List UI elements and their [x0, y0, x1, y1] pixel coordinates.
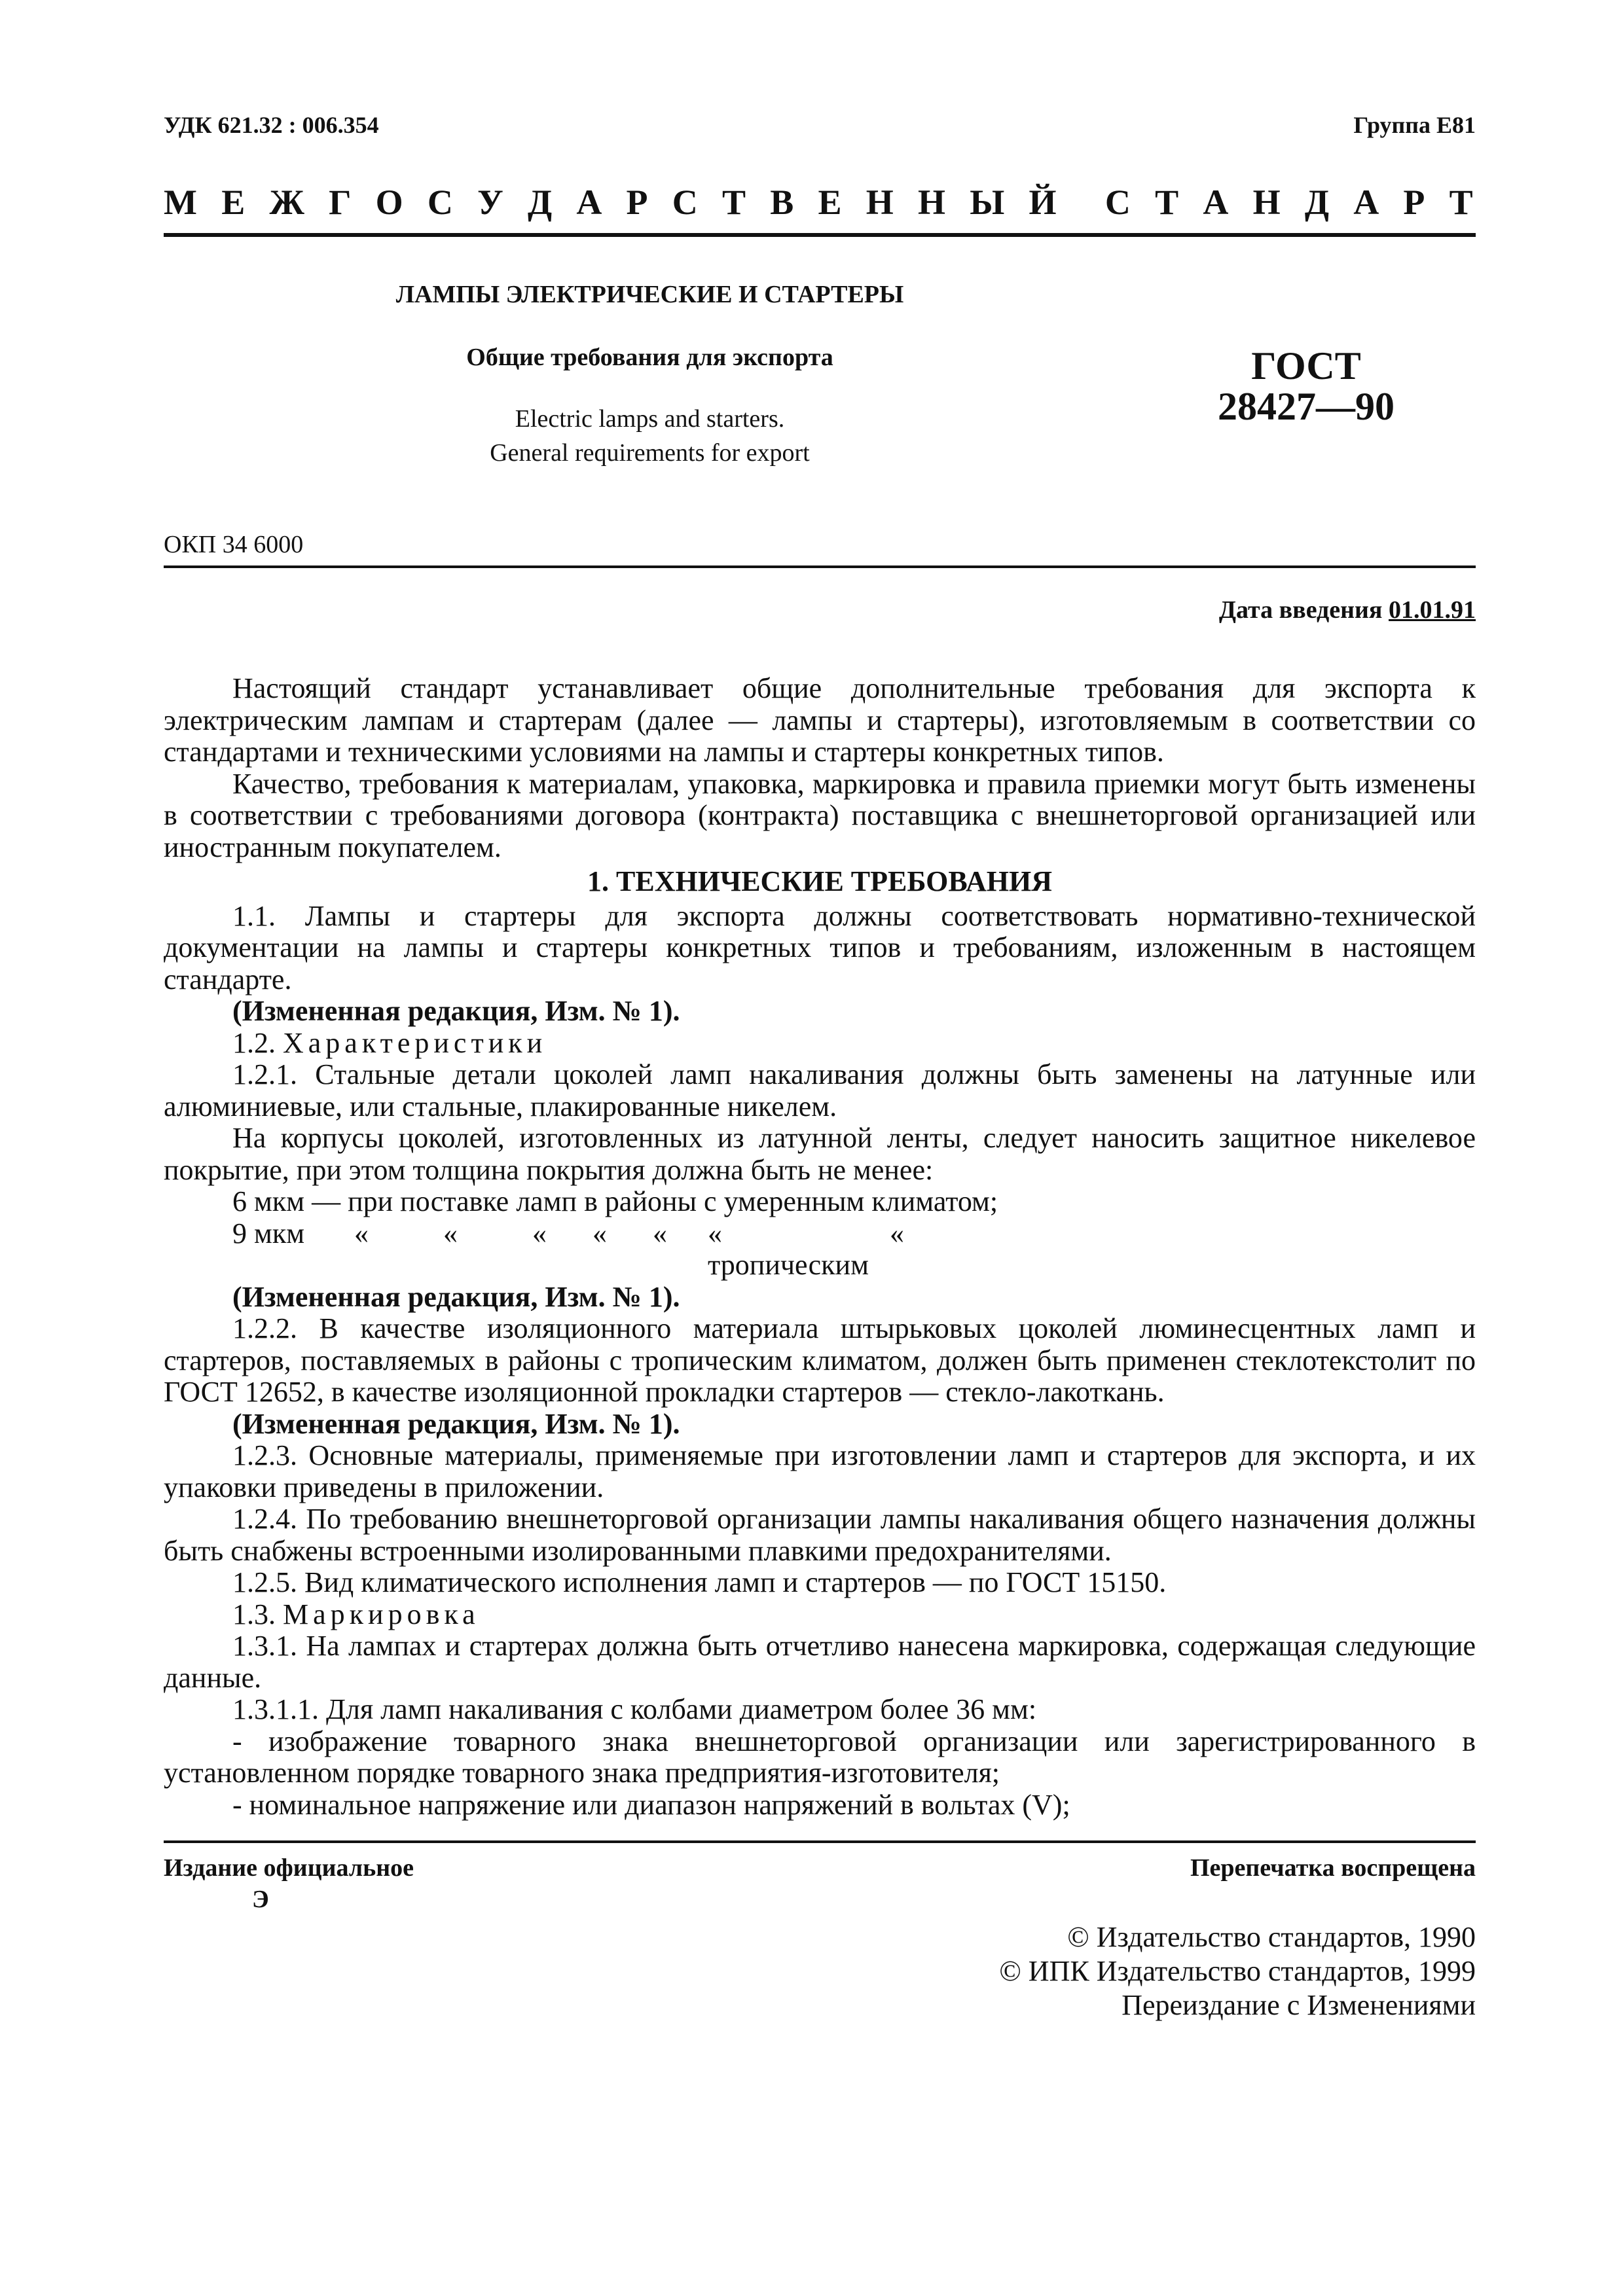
document-subtitle-en [0, 402, 1300, 470]
clause-1-3-1-1: 1.3.1.1. Для ламп накаливания с колбами диаметром более 36 мм: [232, 1693, 1037, 1725]
heading-letter: С [1104, 183, 1131, 222]
clause-1-2-5: 1.2.5. Вид климатического исполнения ламп и стартеров — по ГОСТ 15150. [232, 1566, 1167, 1598]
heading-letter: Г [329, 183, 352, 222]
clause-number: 1.2. [232, 1026, 283, 1059]
heading-letter: Д [527, 183, 553, 222]
clause-1-2-1: 1.2.1. Стальные детали цоколей ламп накаливания должны быть заменены на латунные или алюминиевые, или стальные, плакированные никелем. [164, 1058, 1476, 1122]
heading-letter: С [672, 183, 698, 222]
official-edition-label: Издание официальное [164, 1854, 414, 1882]
document-title: ЛАМПЫ ЭЛЕКТРИЧЕСКИЕ И СТАРТЕРЫ [395, 281, 904, 308]
group-code: Группа Е81 [1353, 112, 1476, 138]
ditto-mark: « [593, 1217, 607, 1249]
heading-letter: Е [221, 183, 246, 222]
ditto-mark: « [532, 1217, 547, 1249]
subtitle-en-line-1: Electric lamps and starters. [515, 405, 785, 433]
reissue-note: Переиздание с Изменениями [1122, 1989, 1476, 2021]
heading-letter: О [375, 183, 403, 222]
amendment-note: (Измененная редакция, Изм. № 1). [232, 1407, 680, 1440]
clause-1-3-1: 1.3.1. На лампах и стартерах должна быть отчетливо нанесена маркировка, содержащая следующие данные. [164, 1630, 1476, 1694]
heading-letter: Н [1252, 183, 1281, 222]
interstate-standard-heading [164, 182, 1473, 228]
coating-9mkm [164, 1218, 1476, 1282]
heading-letter: Т [721, 183, 746, 222]
gost-number [1169, 346, 1444, 427]
clause-1-2 [164, 1028, 1476, 1060]
gost-label: ГОСТ [1251, 344, 1361, 387]
copyright-line-1: © Издательство стандартов, 1990 [1067, 1921, 1476, 1953]
heading-letter: В [770, 183, 794, 222]
list-item-trademark: - изображение товарного знака внешнеторговой организации или зарегистрированного в установленном порядке товарного знака предприятия-изготовителя; [164, 1725, 1476, 1789]
reprint-prohibited-label: Перепечатка воспрещена [1190, 1854, 1476, 1882]
date-label: Дата введения [1218, 596, 1389, 624]
ditto-mark: « [443, 1217, 458, 1249]
heading-letter: Ы [970, 183, 1005, 222]
okp-rule [164, 565, 1476, 568]
heading-letter: А [576, 183, 602, 222]
clause-1-2-3: 1.2.3. Основные материалы, применяемые при изготовлении ламп и стартеров для экспорта, и их упаковки приведены в приложении. [164, 1439, 1476, 1503]
section-heading: 1. ТЕХНИЧЕСКИЕ ТРЕБОВАНИЯ [587, 865, 1052, 897]
heading-letter: Д [1304, 183, 1329, 222]
heading-letter: Н [917, 183, 945, 222]
heading-letter: Е [818, 183, 842, 222]
header-rule [164, 233, 1476, 237]
date-value: 01.01.91 [1389, 596, 1476, 624]
list-item-voltage: - номинальное напряжение или диапазон напряжений в вольтах (V); [232, 1788, 1070, 1821]
okp-code: ОКП 34 6000 [164, 531, 304, 558]
introduction-date [164, 596, 1476, 624]
clause-number: 1.3. [232, 1598, 283, 1630]
amendment-note: (Измененная редакция, Изм. № 1). [232, 995, 680, 1027]
heading-letter: С [427, 183, 453, 222]
paragraph-quality: Качество, требования к материалам, упаковка, маркировка и правила приемки могут быть изменены в соответствии с требованиями договора (контракта) поставщика с внешнеторговой организацией или иностранным покупателем. [164, 767, 1476, 863]
heading-letter: У [477, 183, 503, 222]
paragraph-intro: Настоящий стандарт устанавливает общие дополнительные требования для экспорта к электрическим лампам и стартерам (далее — лампы и стартеры), изготовляемым в соответствии со стандартами и техническими условиями на лампы и стартеры конкретных типов. [164, 672, 1476, 768]
heading-letter: А [1353, 183, 1379, 222]
clause-1-1: 1.1. Лампы и стартеры для экспорта должны соответствовать нормативно-технической документации на лампы и стартеры конкретных типов и требованиям, изложенным в настоящем стандарте. [164, 899, 1476, 996]
clause-1-3 [164, 1599, 1476, 1631]
export-mark: Э [252, 1886, 269, 1913]
copyright-line-2: © ИПК Издательство стандартов, 1999 [999, 1955, 1476, 1987]
ditto-mark: « [653, 1217, 667, 1249]
coating-value: 9 мкм [232, 1217, 305, 1249]
heading-letter: Р [626, 183, 648, 222]
subtitle-en-line-2: General requirements for export [490, 439, 810, 467]
clause-title: Характеристики [283, 1026, 547, 1059]
heading-letter: Т [1155, 183, 1179, 222]
copyright-block [164, 1920, 1476, 2022]
heading-letter: Т [1449, 183, 1473, 222]
paragraph-coating: На корпусы цоколей, изготовленных из латунной ленты, следует наносить защитное никелевое покрытие, при этом толщина покрытия должна быть не менее: [164, 1122, 1476, 1186]
clause-1-2-4: 1.2.4. По требованию внешнеторговой организации лампы накаливания общего назначения должны быть снабжены встроенными изолированными плавкими предохранителями. [164, 1503, 1476, 1567]
heading-letter: Н [866, 183, 894, 222]
heading-letter: М [164, 183, 197, 222]
ditto-mark: « [354, 1217, 369, 1249]
heading-letter: Й [1029, 183, 1057, 222]
gost-code: 28427—90 [1218, 385, 1395, 428]
amendment-note: (Измененная редакция, Изм. № 1). [232, 1280, 680, 1313]
document-body [164, 673, 1476, 1821]
ditto-mark: « [890, 1217, 904, 1249]
coating-6mkm: 6 мкм — при поставке ламп в районы с умеренным климатом; [232, 1185, 998, 1217]
climate-tropical: « тропическим [708, 1217, 869, 1281]
clause-title: Маркировка [283, 1598, 480, 1630]
heading-letter: Ж [269, 183, 304, 222]
udk-code: УДК 621.32 : 006.354 [164, 112, 379, 138]
clause-1-2-2: 1.2.2. В качестве изоляционного материала штырьковых цоколей люминесцентных ламп и стартеров, поставляемых в районы с тропическим климатом, должен быть применен стеклотекстолит по ГОСТ 12652, в качестве изоляционной прокладки стартеров — стекло-лакоткань. [164, 1312, 1476, 1408]
heading-letter: А [1203, 183, 1229, 222]
heading-letter: Р [1403, 183, 1425, 222]
document-subtitle-ru: Общие требования для экспорта [466, 344, 833, 371]
footer-rule [164, 1840, 1476, 1843]
